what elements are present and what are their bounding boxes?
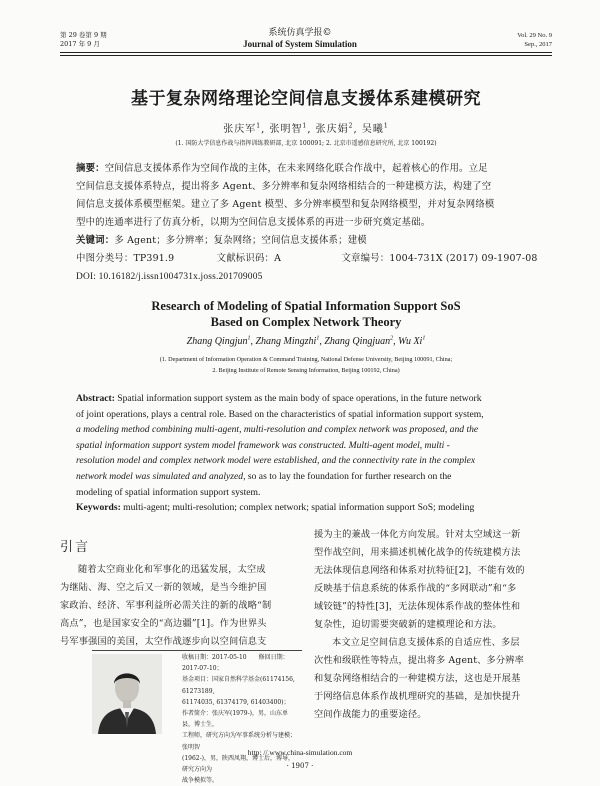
abstract-label-cn: 摘要：	[76, 163, 105, 174]
abstract-cn	[76, 160, 546, 286]
abstract-line: a modeling method combining multi-agent, multi-resolution and complex network was proposed, and the	[76, 424, 479, 436]
volume-issue-cn: 第 29 卷第 9 期	[60, 31, 107, 39]
body-line: 本文立足空间信息支援体系的自适应性、多层	[332, 637, 520, 648]
paper-title-cn: 基于复杂网络理论空间信息支援体系建模研究	[131, 89, 481, 109]
clc-label: 中图分类号：	[76, 253, 134, 264]
keywords-en: multi-agent; multi-resolution; complex network; spatial information support SoS; modeling	[120, 502, 475, 514]
paper-title-en-line2: Based on Complex Network Theory	[210, 315, 402, 329]
header-right	[517, 31, 552, 49]
abstract-line-tail: so as to lay the foundation for further research on the	[245, 470, 452, 482]
page-number: · 1907 ·	[286, 762, 314, 770]
doi: DOI: 10.16182/j.issn1004731x.joss.201709005	[76, 272, 263, 282]
bio-line: 收稿日期：2017-05-10 修回日期：2017-07-10；	[182, 654, 289, 673]
body-line: 于网络信息体系作战机理研究的基础，是加快提升	[314, 691, 521, 702]
portrait-image	[92, 654, 162, 734]
body-line: 复杂性，迫切需要突破新的建模理论和方法。	[314, 619, 502, 630]
paper-title-en	[60, 298, 552, 330]
intro-left-column	[60, 561, 304, 651]
bio-line: 工程师，研究方向为军事系统分析与建模；张明智	[182, 732, 297, 751]
author-en: Wu Xi	[398, 336, 423, 347]
abstract-line: of joint operations, plays a central role. Based on the characteristics of spatial information support system,	[76, 408, 484, 420]
body-line: 无法体现信息网络和体系对抗特征[2]，不能有效的	[314, 565, 525, 576]
author-cn: 张庆娟	[315, 124, 349, 135]
abstract-line: 间信息支援体系模型框架。建立了多 Agent 模型、多分辨率模型和复杂网络模型，并对复杂网络模	[76, 199, 495, 210]
authors-cn: 张庆军$^1$, 张明智$^1$, 张庆娟$^2$, 吴曦$^1$	[223, 122, 389, 135]
author-en: Zhang Qingjun	[186, 336, 248, 347]
body-line: 家政治、经济、军事利益所必需关注的新的战略“制	[60, 600, 272, 611]
author-cn: 张明智	[269, 124, 303, 135]
footnote-rule	[92, 650, 302, 651]
abstract-line: resolution model and complex network model were established, and the connectivity rate in the complex	[76, 455, 476, 467]
body-line: 号军事强国的美国，太空作战逐步向以空间信息支	[60, 636, 267, 647]
body-line: 空间作战能力的重要途径。	[314, 709, 427, 720]
section-heading-intro: 引言	[60, 540, 91, 555]
abstract-line: 型中的连通率进行了仿真分析，以期为空间信息支援体系的再进一步研究奠定基础。	[76, 217, 431, 228]
journal-name-en: Journal of System Simulation	[243, 39, 357, 49]
body-line: 次性和级联性等特点，提出将多 Agent、多分辨率	[314, 655, 525, 666]
body-line: 反映基于信息系统的体系作战的“多网联动”和“多	[314, 583, 517, 594]
body-line: 型作战空间，用来描述机械化战争的传统建模方法	[314, 547, 521, 558]
affiliation-en-line1: (1. Department of Information Operation & Command Training, National Defense University, Beijing 100091, China;	[159, 356, 453, 363]
author-en: Zhang Mingzhi	[255, 336, 317, 347]
bio-line: 战争模拟等。	[182, 777, 219, 785]
doc-code-label: 文献标识码：	[216, 253, 275, 264]
bio-line: 作者简介：张庆军(1979-)，男，山东单县，博士生，	[182, 710, 288, 729]
paper-title-en-line1: Research of Modeling of Spatial Information Support SoS	[151, 299, 461, 313]
abstract-line: spatial information support system model framework was constructed. Multi-agent model, multi -	[76, 439, 450, 451]
author-en: Zhang Qingjuan	[324, 336, 391, 347]
abstract-line: 空间信息支援体系特点，提出将多 Agent、多分辨率和复杂网络相结合的一种建模方法，构建了空	[76, 181, 492, 192]
intro-right-column	[314, 526, 554, 724]
abstract-en	[76, 391, 546, 516]
body-line: 为继陆、海、空之后又一新的领域，是当今维护国	[60, 582, 267, 593]
date-en: Sep., 2017	[524, 41, 552, 48]
author-cn: 张庆军	[223, 124, 257, 135]
keywords-label-en: Keywords:	[76, 502, 121, 514]
header-center	[200, 28, 400, 50]
header-rule	[60, 52, 552, 53]
bio-line: 基金项目：国家自然科学基金(61174156, 61273189,	[182, 676, 295, 695]
body-line: 随着太空商业化和军事化的迅猛发展，太空成	[78, 564, 266, 575]
body-line: 高点”，也是国家安全的“高边疆”[1]。作为世界头	[60, 618, 267, 629]
doc-code-value: A	[274, 253, 282, 264]
affiliation-cn: (1. 国防大学信息作战与指挥训练教研部, 北京 100091; 2. 北京市遥感信息研究所, 北京 100192)	[175, 140, 437, 147]
abstract-label-en: Abstract:	[76, 393, 115, 404]
author-cn: 吴曦	[361, 124, 384, 135]
clc-value: TP391.9	[133, 253, 175, 264]
bio-line: 61174035, 61374179, 61403400)；	[182, 698, 290, 706]
abstract-line: 空间信息支援体系作为空间作战的主体，在未来网络化联合作战中，起着核心的作用。立足	[104, 163, 488, 174]
footer-url: http: // www.china-simulation.com	[247, 748, 353, 757]
article-no-label: 文章编号：	[341, 253, 390, 264]
bio-line: (1962-)，男，陕西凤翔，博士后，博导，研究方向为	[182, 754, 294, 774]
keywords-cn: 多 Agent；多分辨率；复杂网络；空间信息支援体系；建模	[114, 235, 367, 246]
affiliation-en	[60, 354, 552, 376]
abstract-line: Spatial information support system as the main body of space operations, in the future network	[114, 393, 482, 404]
body-line: 援为主的兼战一体化方向发展。针对太空域这一新	[314, 529, 521, 540]
authors-en: Zhang Qingjun$^1$, Zhang Mingzhi$^1$, Zhang Qingjuan$^2$, Wu Xi$^1$	[186, 335, 426, 347]
abstract-line: modeling of spatial information support system.	[76, 486, 261, 498]
header-rule-thin	[60, 55, 552, 56]
date-cn: 2017 年 9 月	[60, 40, 100, 48]
body-line: 域铰链”的特性[3]，无法体现体系作战的整体性和	[314, 601, 521, 612]
header-left	[60, 31, 107, 49]
body-line: 和复杂网络相结合的一种建模方法，这也是开展基	[314, 673, 521, 684]
keywords-label-cn: 关键词：	[76, 235, 115, 246]
journal-name-cn: 系统仿真学报©	[268, 28, 332, 38]
abstract-line: network model was simulated and analyzed,	[76, 470, 246, 482]
volume-issue-en: Vol. 29 No. 9	[517, 32, 552, 39]
affiliation-en-line2: 2. Beijing Institute of Remote Sensing Information, Beijing 100192, China)	[212, 367, 400, 374]
article-no-value: 1004-731X (2017) 09-1907-08	[389, 253, 538, 264]
author-photo	[92, 654, 162, 734]
